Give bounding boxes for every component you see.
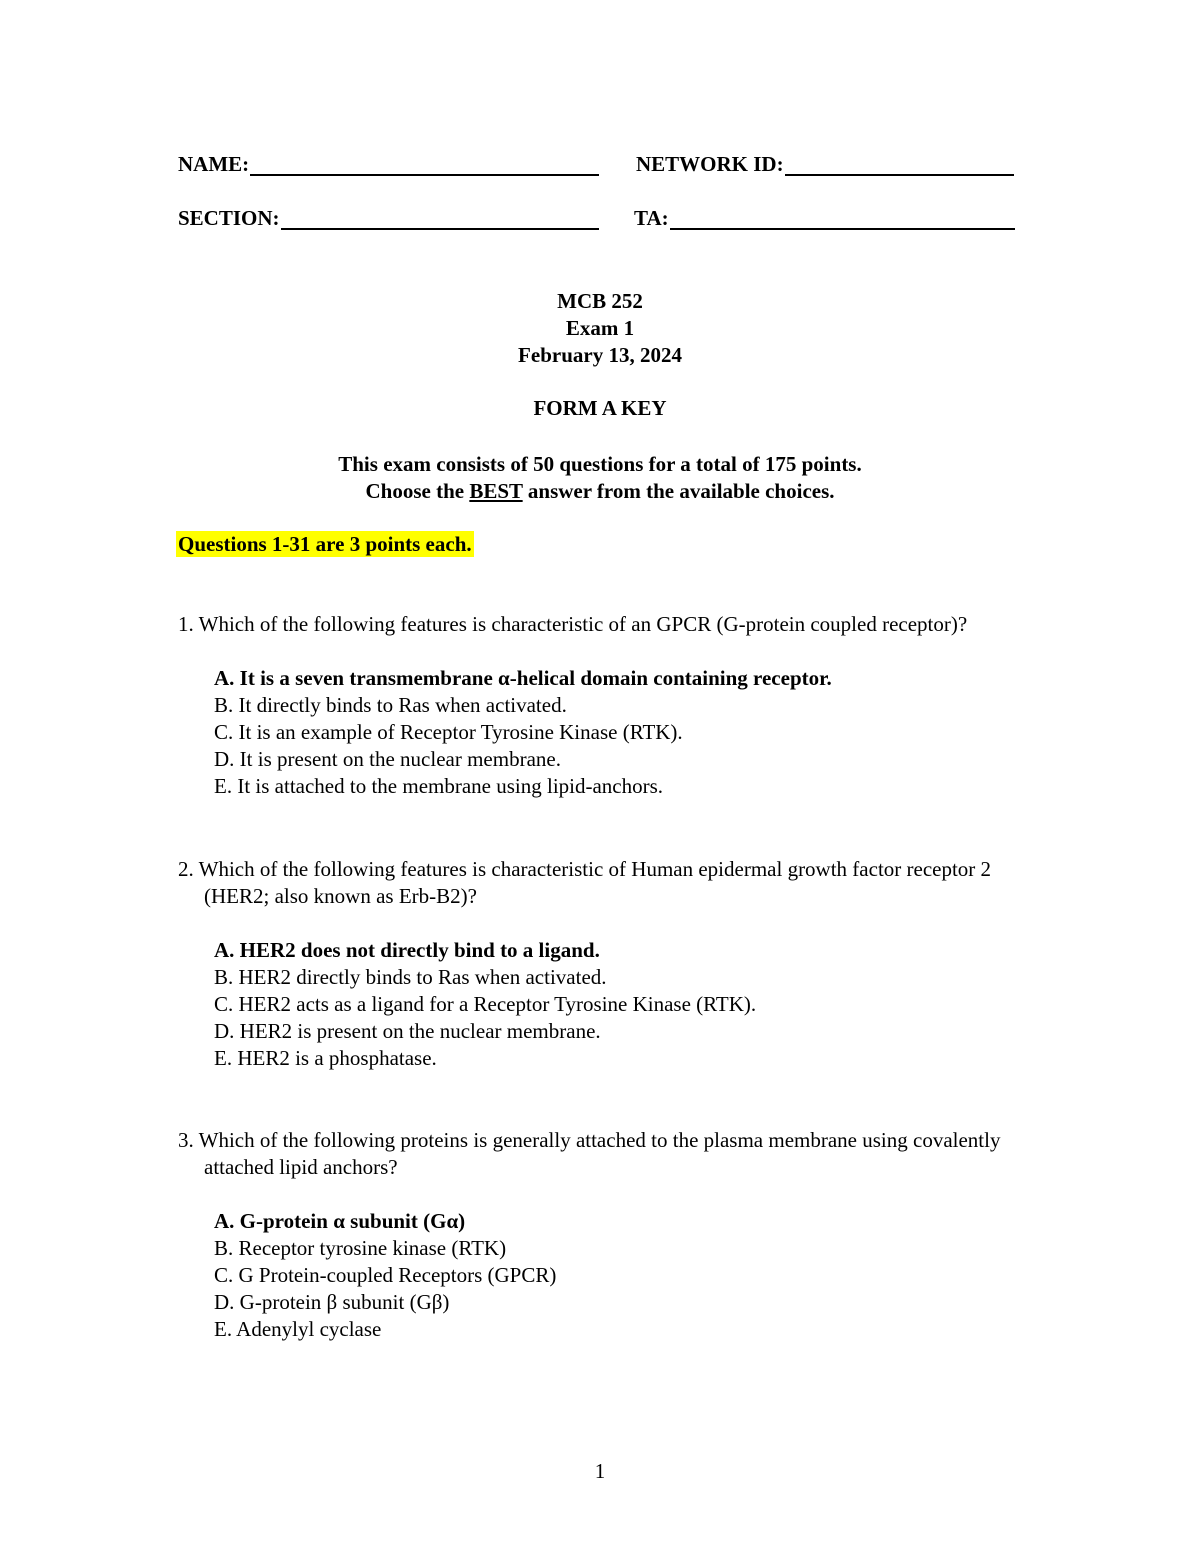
question-3	[178, 1127, 1018, 1343]
ta-label: TA:	[634, 206, 669, 230]
answer-choice: D. HER2 is present on the nuclear membrane.	[214, 1019, 601, 1043]
name-blank-line[interactable]	[250, 152, 599, 176]
question-1	[178, 611, 1018, 800]
answer-choice-correct: A. It is a seven transmembrane α-helical domain containing receptor.	[214, 666, 832, 690]
instructions-best-emphasis: BEST	[469, 479, 523, 503]
answer-choice: C. G Protein-coupled Receptors (GPCR)	[214, 1263, 557, 1287]
network-id-blank-line[interactable]	[785, 152, 1014, 176]
exam-date: February 13, 2024	[518, 343, 682, 367]
answer-choice: C. It is an example of Receptor Tyrosine Kinase (RTK).	[214, 720, 683, 744]
answer-choice: E. HER2 is a phosphatase.	[214, 1046, 437, 1070]
page-number: 1	[594, 1459, 606, 1483]
question-stem: 1. Which of the following features is characteristic of an GPCR (G-protein coupled receptor)?	[178, 612, 968, 636]
question-2	[178, 856, 1018, 1072]
answer-choices	[178, 1208, 1018, 1343]
name-label: NAME:	[178, 152, 250, 176]
network-id-field[interactable]	[636, 152, 1014, 176]
exam-instructions-choose	[0, 478, 1200, 504]
name-field[interactable]	[178, 152, 599, 176]
ta-blank-line[interactable]	[670, 206, 1015, 230]
answer-choices	[178, 937, 1018, 1072]
answer-choice: C. HER2 acts as a ligand for a Receptor Tyrosine Kinase (RTK).	[214, 992, 757, 1016]
answer-choice: D. It is present on the nuclear membrane.	[214, 747, 561, 771]
section-label: SECTION:	[178, 206, 280, 230]
answer-choice: B. Receptor tyrosine kinase (RTK)	[214, 1236, 507, 1260]
section-field[interactable]	[178, 206, 599, 230]
section-blank-line[interactable]	[281, 206, 599, 230]
exam-instructions-total: This exam consists of 50 questions for a total of 175 points.	[338, 452, 862, 476]
answer-choices	[178, 665, 1018, 800]
question-stem: 3. Which of the following proteins is generally attached to the plasma membrane using covalently attached lipid anchors?	[178, 1128, 1001, 1179]
answer-choice-correct: A. HER2 does not directly bind to a ligand.	[214, 938, 600, 962]
answer-choice: E. Adenylyl cyclase	[214, 1317, 382, 1341]
points-note-highlight: Questions 1-31 are 3 points each.	[178, 532, 472, 556]
answer-choice: E. It is attached to the membrane using lipid-anchors.	[214, 774, 664, 798]
form-key-title: FORM A KEY	[533, 396, 667, 420]
answer-choice: D. G-protein β subunit (Gβ)	[214, 1290, 450, 1314]
course-title: MCB 252	[557, 289, 643, 313]
ta-field[interactable]	[634, 206, 1015, 230]
instructions-text-before: Choose the	[365, 479, 470, 503]
answer-choice: B. It directly binds to Ras when activated.	[214, 693, 567, 717]
instructions-text-after: answer from the available choices.	[522, 479, 835, 503]
question-stem: 2. Which of the following features is characteristic of Human epidermal growth factor receptor 2 (HER2; also known as Erb-B2)?	[178, 857, 992, 908]
answer-choice: B. HER2 directly binds to Ras when activated.	[214, 965, 607, 989]
exam-title: Exam 1	[565, 316, 635, 340]
network-id-label: NETWORK ID:	[636, 152, 784, 176]
answer-choice-correct: A. G-protein α subunit (Gα)	[214, 1209, 466, 1233]
